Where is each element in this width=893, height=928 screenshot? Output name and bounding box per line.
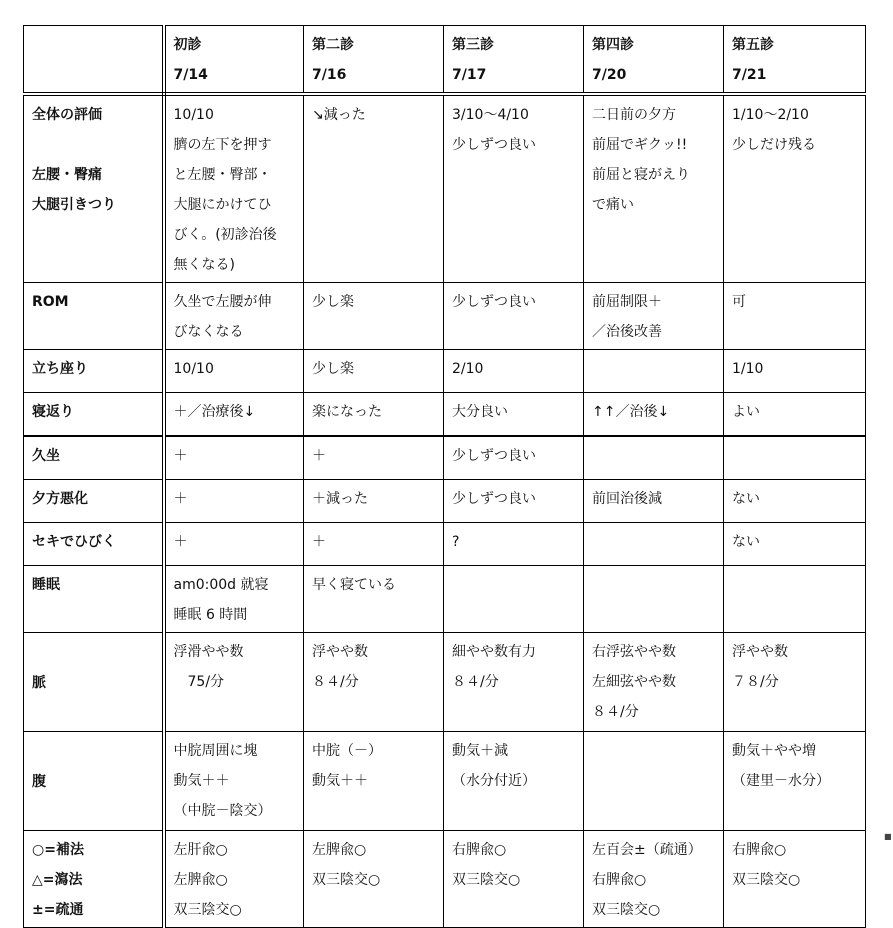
row-label-cell xyxy=(24,393,164,437)
cell-line: 右脾兪○ xyxy=(592,872,647,888)
data-cell xyxy=(164,393,304,437)
cell-line: ＋ xyxy=(173,534,188,550)
page-corner-mark: ■ xyxy=(884,832,892,841)
visit-name: 第三診 xyxy=(452,37,494,53)
overall-row xyxy=(24,94,866,283)
data-cell xyxy=(724,350,866,393)
cell-line: 浮滑やや数 xyxy=(173,644,244,660)
cell-line: 前屈と寝がえり xyxy=(592,167,690,183)
cell-line: 10/10 xyxy=(173,361,214,377)
visit-date: 7/20 xyxy=(592,67,627,83)
visit-header-cell xyxy=(304,26,444,95)
row-label: 夕方悪化 xyxy=(32,491,88,507)
data-cell xyxy=(164,350,304,393)
data-cell xyxy=(444,566,584,633)
cell-line: 3/10～4/10 xyxy=(452,107,529,123)
row-label-cell xyxy=(24,566,164,633)
row-label: 寝返り xyxy=(32,404,74,420)
cell-line: 左脾兪○ xyxy=(312,842,367,858)
treatment-cell xyxy=(444,831,584,928)
visit-name: 第四診 xyxy=(592,37,634,53)
cell-line: 双三陰交○ xyxy=(732,872,801,888)
visit-date: 7/21 xyxy=(732,67,767,83)
cell-line: 大分良い xyxy=(452,404,508,420)
visit-date: 7/16 xyxy=(312,67,347,83)
treatment-cell xyxy=(724,831,866,928)
overall-cell xyxy=(304,94,444,283)
data-cell xyxy=(444,732,584,831)
cell-line: 10/10 xyxy=(173,107,214,123)
cell-line: 1/10～2/10 xyxy=(732,107,809,123)
cell-line: 右脾兪○ xyxy=(732,842,787,858)
cell-line: 右浮弦やや数 xyxy=(592,644,676,660)
symptom-row xyxy=(24,732,866,831)
data-cell xyxy=(164,566,304,633)
treatment-cell xyxy=(164,831,304,928)
symptom-row xyxy=(24,480,866,523)
row-label: 脈 xyxy=(32,675,46,691)
cell-line: ＋ xyxy=(312,448,326,464)
cell-line: 動気＋＋ xyxy=(312,773,368,789)
cell-line: 細やや数有力 xyxy=(452,644,536,660)
data-cell xyxy=(444,436,584,480)
data-cell xyxy=(164,732,304,831)
cell-line: 動気＋＋ xyxy=(173,773,230,789)
data-cell xyxy=(444,393,584,437)
cell-line: 2/10 xyxy=(452,361,484,377)
treatment-row xyxy=(24,831,866,928)
cell-line: 左脾兪○ xyxy=(173,872,228,888)
data-cell xyxy=(724,732,866,831)
cell-line: 楽になった xyxy=(312,404,382,420)
treatment-record-table xyxy=(23,25,866,928)
cell-line: 前回治後減 xyxy=(592,491,662,507)
cell-line: 少し楽 xyxy=(312,361,354,377)
cell-line: ない xyxy=(732,491,760,507)
row-label: セキでひびく xyxy=(32,534,116,550)
symptom-row xyxy=(24,350,866,393)
visit-header-cell xyxy=(724,26,866,95)
cell-line: 無くなる) xyxy=(173,257,235,273)
spacer xyxy=(32,130,156,160)
symptom-label: 左腰・臀痛 xyxy=(32,167,102,183)
cell-line: ↑↑／治後↓ xyxy=(592,404,670,420)
row-label: ROM xyxy=(32,294,69,310)
cell-line: 左百会±（疏通） xyxy=(592,842,702,858)
overall-label-cell xyxy=(24,94,164,283)
data-cell xyxy=(584,283,724,350)
cell-line: びく。(初診治後 xyxy=(173,227,277,243)
cell-line: 前屈でギクッ!! xyxy=(592,137,688,153)
cell-line: 久坐で左腰が伸 xyxy=(173,294,272,310)
cell-line: 少しずつ良い xyxy=(452,491,536,507)
cell-line: 右脾兪○ xyxy=(452,842,507,858)
header-row xyxy=(24,26,866,95)
data-cell xyxy=(584,566,724,633)
data-cell xyxy=(304,393,444,437)
cell-line: ↘減った xyxy=(312,107,366,123)
visit-name: 第二診 xyxy=(312,37,354,53)
cell-line: ＋ xyxy=(312,534,326,550)
legend-item: ±=疏通 xyxy=(32,902,84,918)
cell-line: びなくなる xyxy=(173,324,244,340)
cell-line: 早く寝ている xyxy=(312,577,396,593)
cell-line: 動気＋減 xyxy=(452,743,508,759)
row-label-cell xyxy=(24,732,164,831)
data-cell xyxy=(164,480,304,523)
cell-line: （水分付近） xyxy=(452,773,536,789)
symptom-row xyxy=(24,566,866,633)
cell-line: 1/10 xyxy=(732,361,764,377)
overall-cell xyxy=(584,94,724,283)
data-cell xyxy=(304,732,444,831)
cell-line: 少し楽 xyxy=(312,294,354,310)
data-cell xyxy=(304,633,444,732)
cell-line: よい xyxy=(732,404,760,420)
cell-line: 双三陰交○ xyxy=(312,872,381,888)
cell-line: ＋ xyxy=(173,448,188,464)
cell-line: ない xyxy=(732,534,760,550)
cell-line: ／治後改善 xyxy=(592,324,662,340)
cell-line: ８４/分 xyxy=(312,674,359,690)
cell-line: ＋減った xyxy=(312,491,368,507)
visit-header-cell xyxy=(584,26,724,95)
cell-line: 二日前の夕方 xyxy=(592,107,676,123)
data-cell xyxy=(304,350,444,393)
cell-line: 前屈制限＋ xyxy=(592,294,662,310)
cell-line: am0:00d 就寝 xyxy=(173,577,269,593)
cell-line: 双三陰交○ xyxy=(452,872,521,888)
visit-date: 7/14 xyxy=(173,67,208,83)
data-cell xyxy=(444,480,584,523)
symptom-row xyxy=(24,523,866,566)
symptom-row xyxy=(24,436,866,480)
cell-line: 75/分 xyxy=(173,674,225,690)
data-cell xyxy=(584,480,724,523)
data-cell xyxy=(584,523,724,566)
data-cell xyxy=(724,393,866,437)
cell-line: （中脘－陰交） xyxy=(173,803,272,819)
data-cell xyxy=(724,566,866,633)
row-label-cell xyxy=(24,480,164,523)
cell-line: 浮やや数 xyxy=(312,644,368,660)
legend-cell xyxy=(24,831,164,928)
cell-line: 少しだけ残る xyxy=(732,137,816,153)
data-cell xyxy=(724,633,866,732)
cell-line: 少しずつ良い xyxy=(452,294,536,310)
row-label: 腹 xyxy=(32,774,46,790)
data-cell xyxy=(304,523,444,566)
symptom-row xyxy=(24,283,866,350)
cell-line: 臍の左下を押す xyxy=(173,137,272,153)
row-label-cell xyxy=(24,523,164,566)
data-cell xyxy=(444,283,584,350)
cell-line: 可 xyxy=(732,294,746,310)
data-cell xyxy=(304,436,444,480)
legend-item: △=瀉法 xyxy=(32,872,83,888)
row-label-cell xyxy=(24,283,164,350)
symptom-row xyxy=(24,393,866,437)
row-label-cell xyxy=(24,633,164,732)
symptom-row xyxy=(24,633,866,732)
cell-line: 大腿にかけてひ xyxy=(173,197,272,213)
cell-line: ＋ xyxy=(173,491,188,507)
data-cell xyxy=(584,393,724,437)
cell-line: 中脘周囲に塊 xyxy=(173,743,258,759)
data-cell xyxy=(164,633,304,732)
overall-cell xyxy=(444,94,584,283)
visit-header-cell xyxy=(164,26,304,95)
data-cell xyxy=(584,436,724,480)
visit-date: 7/17 xyxy=(452,67,487,83)
cell-line: で痛い xyxy=(592,197,634,213)
cell-line: 少しずつ良い xyxy=(452,137,536,153)
cell-line: ７８/分 xyxy=(732,674,779,690)
row-label: 久坐 xyxy=(32,448,60,464)
visit-name: 初診 xyxy=(173,37,202,53)
cell-line: （建里－水分） xyxy=(732,773,830,789)
cell-line: と左腰・臀部・ xyxy=(173,167,272,183)
data-cell xyxy=(444,350,584,393)
data-cell xyxy=(164,436,304,480)
cell-line: ８４/分 xyxy=(592,704,639,720)
cell-line: ８４/分 xyxy=(452,674,499,690)
overall-cell xyxy=(164,94,304,283)
data-cell xyxy=(164,283,304,350)
data-cell xyxy=(584,350,724,393)
cell-line: 少しずつ良い xyxy=(452,448,536,464)
cell-line: 左細弦やや数 xyxy=(592,674,676,690)
overall-label: 全体の評価 xyxy=(32,107,102,123)
cell-line: ＋／治療後↓ xyxy=(173,404,256,420)
data-cell xyxy=(444,633,584,732)
data-cell xyxy=(724,480,866,523)
data-cell xyxy=(724,523,866,566)
cell-line: 左肝兪○ xyxy=(173,842,228,858)
legend-item: ○=補法 xyxy=(32,842,84,858)
row-label: 立ち座り xyxy=(32,361,88,377)
symptom-label: 大腿引きつり xyxy=(32,197,116,213)
data-cell xyxy=(584,732,724,831)
data-cell xyxy=(304,480,444,523)
data-cell xyxy=(164,523,304,566)
treatment-cell xyxy=(304,831,444,928)
cell-line: 浮やや数 xyxy=(732,644,788,660)
data-cell xyxy=(304,566,444,633)
data-cell xyxy=(444,523,584,566)
overall-cell xyxy=(724,94,866,283)
cell-line: 睡眠 6 時間 xyxy=(173,607,248,623)
cell-line: 中脘（－） xyxy=(312,743,382,759)
visit-name: 第五診 xyxy=(732,37,774,53)
row-label-cell xyxy=(24,436,164,480)
cell-line: ? xyxy=(452,534,460,550)
row-label-cell xyxy=(24,350,164,393)
data-cell xyxy=(724,436,866,480)
header-corner-cell xyxy=(24,26,164,95)
cell-line: 動気＋やや増 xyxy=(732,743,816,759)
data-cell xyxy=(724,283,866,350)
visit-header-cell xyxy=(444,26,584,95)
cell-line: 双三陰交○ xyxy=(173,902,242,918)
row-label: 睡眠 xyxy=(32,577,60,593)
data-cell xyxy=(304,283,444,350)
treatment-cell xyxy=(584,831,724,928)
data-cell xyxy=(584,633,724,732)
cell-line: 双三陰交○ xyxy=(592,902,661,918)
